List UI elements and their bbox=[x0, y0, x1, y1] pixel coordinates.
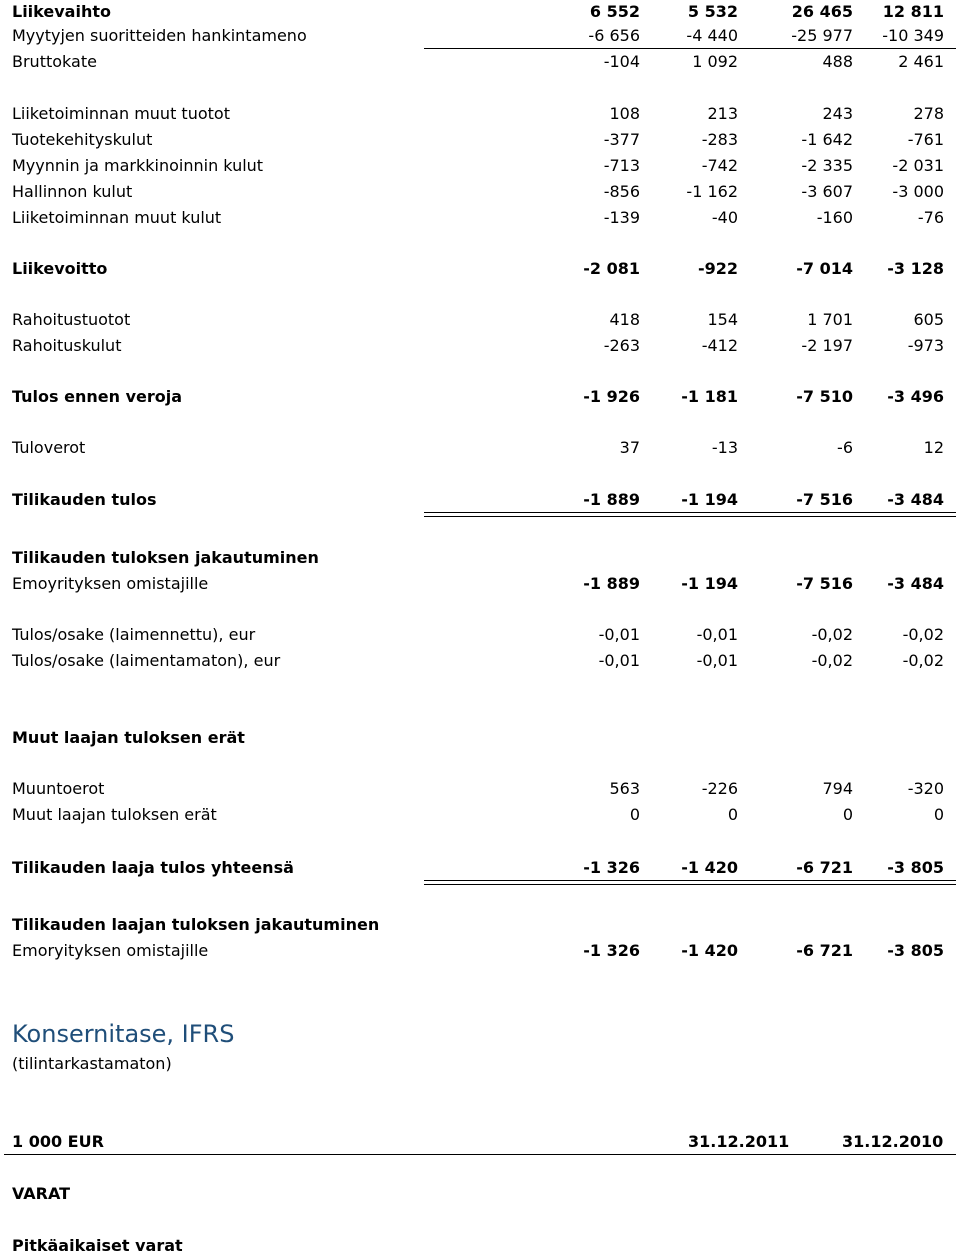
row-value-col4: -320 bbox=[907, 779, 944, 798]
row-value-col4: -973 bbox=[907, 336, 944, 355]
table-row bbox=[12, 180, 956, 204]
table-row bbox=[12, 128, 956, 152]
row-value-col2: -1 162 bbox=[686, 182, 738, 201]
row-value-col1: 418 bbox=[609, 310, 640, 329]
table-row bbox=[12, 649, 956, 673]
row-value-col3: -1 642 bbox=[801, 130, 853, 149]
row-value-col4: 12 bbox=[923, 438, 944, 457]
unit-label: 1 000 EUR bbox=[12, 1132, 104, 1151]
table-row bbox=[12, 726, 956, 750]
row-label: Emoryityksen omistajille bbox=[12, 941, 209, 960]
row-label: Emoyrityksen omistajille bbox=[12, 574, 209, 593]
row-value-col1: -0,01 bbox=[598, 651, 640, 670]
table-row bbox=[12, 308, 956, 332]
row-label: Tuloverot bbox=[12, 438, 86, 457]
row-value-col1: -1 326 bbox=[583, 858, 640, 877]
row-value-col1: -0,01 bbox=[598, 625, 640, 644]
balance-sheet-subtitle: (tilintarkastamaton) bbox=[12, 1054, 172, 1073]
row-value-col3: 243 bbox=[822, 104, 853, 123]
row-value-col2: -13 bbox=[711, 438, 738, 457]
row-value-col2: -0,01 bbox=[696, 651, 738, 670]
row-value-col4: -76 bbox=[917, 208, 944, 227]
row-value-col1: -1 889 bbox=[583, 490, 640, 509]
table-row bbox=[12, 913, 956, 937]
row-label: Liiketoiminnan muut kulut bbox=[12, 208, 222, 227]
row-value-col3: -7 516 bbox=[796, 490, 853, 509]
row-label: Tulos/osake (laimentamaton), eur bbox=[12, 651, 281, 670]
row-value-col4: 278 bbox=[913, 104, 944, 123]
row-label: Muuntoerot bbox=[12, 779, 105, 798]
row-value-col1: -1 926 bbox=[583, 387, 640, 406]
row-value-col3: -6 721 bbox=[796, 858, 853, 877]
row-value-col4: 12 811 bbox=[882, 2, 944, 21]
double-rule-bottom bbox=[424, 884, 956, 885]
row-value-col1: 108 bbox=[609, 104, 640, 123]
row-value-col1: -139 bbox=[603, 208, 640, 227]
row-value-col1: -263 bbox=[603, 336, 640, 355]
row-value-col3: 1 701 bbox=[807, 310, 853, 329]
row-value-col4: 0 bbox=[933, 805, 944, 824]
row-label: Myynnin ja markkinoinnin kulut bbox=[12, 156, 264, 175]
row-value-col3: 488 bbox=[822, 52, 853, 71]
row-value-col2: -412 bbox=[701, 336, 738, 355]
table-row bbox=[12, 154, 956, 178]
row-value-col4: -0,02 bbox=[902, 651, 944, 670]
row-value-col4: 2 461 bbox=[898, 52, 944, 71]
row-value-col1: -2 081 bbox=[583, 259, 640, 278]
row-value-col2: 154 bbox=[707, 310, 738, 329]
row-value-col3: 0 bbox=[842, 805, 853, 824]
double-rule-top bbox=[424, 512, 956, 513]
row-label: Tilikauden tulos bbox=[12, 490, 157, 509]
row-label: Tilikauden tuloksen jakautuminen bbox=[12, 548, 319, 567]
row-value-col2: 0 bbox=[727, 805, 738, 824]
row-value-col3: -6 bbox=[837, 438, 853, 457]
row-value-col3: -0,02 bbox=[811, 651, 853, 670]
row-value-col3: -25 977 bbox=[791, 26, 853, 45]
row-value-col2: -1 194 bbox=[681, 574, 738, 593]
row-value-col3: -2 197 bbox=[801, 336, 853, 355]
row-label: Hallinnon kulut bbox=[12, 182, 133, 201]
row-value-col2: -742 bbox=[701, 156, 738, 175]
row-label: Rahoitustuotot bbox=[12, 310, 131, 329]
double-rule-top bbox=[424, 880, 956, 881]
row-label: Liikevaihto bbox=[12, 2, 111, 21]
row-value-col1: 0 bbox=[629, 805, 640, 824]
row-label: Muut laajan tuloksen erät bbox=[12, 805, 217, 824]
row-value-col3: -7 014 bbox=[796, 259, 853, 278]
row-value-col3: 26 465 bbox=[791, 2, 853, 21]
row-label: Tuotekehityskulut bbox=[12, 130, 153, 149]
row-value-col1: -713 bbox=[603, 156, 640, 175]
table-row bbox=[12, 24, 956, 48]
row-value-col4: -3 484 bbox=[887, 490, 944, 509]
table-row bbox=[12, 488, 956, 512]
row-value-col4: -0,02 bbox=[902, 625, 944, 644]
row-value-col1: -104 bbox=[603, 52, 640, 71]
row-value-col1: -6 656 bbox=[588, 26, 640, 45]
table-row bbox=[12, 856, 956, 880]
row-value-col2: -1 181 bbox=[681, 387, 738, 406]
row-value-col4: -3 805 bbox=[887, 858, 944, 877]
row-value-col4: 605 bbox=[913, 310, 944, 329]
table-row bbox=[12, 436, 956, 460]
row-value-col4: -3 000 bbox=[892, 182, 944, 201]
row-value-col4: -3 496 bbox=[887, 387, 944, 406]
table-row bbox=[12, 385, 956, 409]
row-value-col2: -4 440 bbox=[686, 26, 738, 45]
row-value-col2: -922 bbox=[697, 259, 738, 278]
date-column-2: 31.12.2010 bbox=[842, 1132, 944, 1151]
row-value-col1: -377 bbox=[603, 130, 640, 149]
row-value-col2: 213 bbox=[707, 104, 738, 123]
table-row bbox=[12, 803, 956, 827]
row-value-col2: 1 092 bbox=[692, 52, 738, 71]
row-value-col2: -1 194 bbox=[681, 490, 738, 509]
row-value-col2: -40 bbox=[711, 208, 738, 227]
section-heading-noncurrent: Pitkäaikaiset varat bbox=[12, 1236, 183, 1255]
row-label: Bruttokate bbox=[12, 52, 97, 71]
table-row bbox=[12, 939, 956, 963]
table-row bbox=[12, 546, 956, 570]
row-value-col4: -3 805 bbox=[887, 941, 944, 960]
row-value-col4: -3 128 bbox=[887, 259, 944, 278]
table-row bbox=[12, 206, 956, 230]
date-column-1: 31.12.2011 bbox=[688, 1132, 790, 1151]
row-value-col4: -761 bbox=[907, 130, 944, 149]
row-value-col2: -226 bbox=[701, 779, 738, 798]
row-label: Tilikauden laaja tulos yhteensä bbox=[12, 858, 294, 877]
balance-sheet-title: Konsernitase, IFRS bbox=[12, 1020, 235, 1048]
row-value-col3: 794 bbox=[822, 779, 853, 798]
table-row bbox=[12, 50, 956, 74]
row-label: Tulos ennen veroja bbox=[12, 387, 183, 406]
row-value-col1: -1 889 bbox=[583, 574, 640, 593]
table-row bbox=[12, 102, 956, 126]
row-value-col2: -0,01 bbox=[696, 625, 738, 644]
section-heading-assets: VARAT bbox=[12, 1184, 71, 1203]
row-value-col1: 563 bbox=[609, 779, 640, 798]
row-value-col2: -1 420 bbox=[681, 941, 738, 960]
table-row bbox=[12, 623, 956, 647]
table-row bbox=[12, 572, 956, 596]
balance-header-row bbox=[12, 1130, 956, 1154]
row-value-col2: 5 532 bbox=[687, 2, 738, 21]
row-value-col3: -6 721 bbox=[796, 941, 853, 960]
row-value-col4: -10 349 bbox=[882, 26, 944, 45]
row-value-col2: -1 420 bbox=[681, 858, 738, 877]
row-label: Tilikauden laajan tuloksen jakautuminen bbox=[12, 915, 380, 934]
row-value-col4: -3 484 bbox=[887, 574, 944, 593]
row-value-col1: -856 bbox=[603, 182, 640, 201]
header-rule bbox=[4, 1154, 956, 1155]
row-label: Liikevoitto bbox=[12, 259, 108, 278]
double-rule-bottom bbox=[424, 516, 956, 517]
row-label: Myytyjen suoritteiden hankintameno bbox=[12, 26, 307, 45]
subtotal-rule bbox=[424, 48, 956, 49]
row-value-col3: -7 510 bbox=[796, 387, 853, 406]
row-value-col1: 6 552 bbox=[589, 2, 640, 21]
table-row bbox=[12, 777, 956, 801]
row-value-col3: -0,02 bbox=[811, 625, 853, 644]
row-value-col1: 37 bbox=[619, 438, 640, 457]
row-value-col2: -283 bbox=[701, 130, 738, 149]
row-label: Liiketoiminnan muut tuotot bbox=[12, 104, 230, 123]
row-label: Muut laajan tuloksen erät bbox=[12, 728, 245, 747]
table-row bbox=[12, 334, 956, 358]
table-row bbox=[12, 0, 956, 24]
row-value-col3: -7 516 bbox=[796, 574, 853, 593]
row-label: Tulos/osake (laimennettu), eur bbox=[12, 625, 256, 644]
row-value-col3: -2 335 bbox=[801, 156, 853, 175]
row-value-col3: -160 bbox=[816, 208, 853, 227]
table-row bbox=[12, 257, 956, 281]
row-label: Rahoituskulut bbox=[12, 336, 122, 355]
row-value-col3: -3 607 bbox=[801, 182, 853, 201]
row-value-col1: -1 326 bbox=[583, 941, 640, 960]
row-value-col4: -2 031 bbox=[892, 156, 944, 175]
